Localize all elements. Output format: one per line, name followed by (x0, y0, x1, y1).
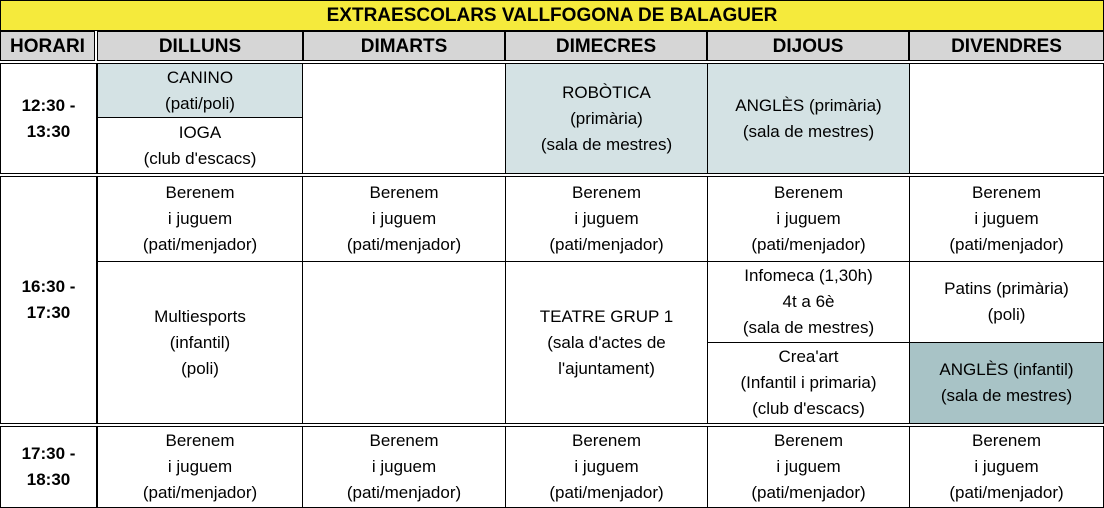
activity-canino: CANINO (pati/poli) (97, 63, 303, 118)
activity-patins: Patins (primària) (poli) (909, 261, 1104, 343)
activity-infomeca: Infomeca (1,30h) 4t a 6è (sala de mestres) (707, 261, 910, 343)
empty-cell (302, 261, 506, 424)
empty-cell (302, 63, 506, 174)
activity-berenem: Berenem i juguem (pati/menjador) (909, 426, 1104, 508)
activity-teatre: TEATRE GRUP 1 (sala d'actes de l'ajuntament) (505, 261, 708, 424)
header-dimecres: DIMECRES (505, 31, 707, 61)
activity-berenem: Berenem i juguem (pati/menjador) (97, 176, 303, 262)
activity-angles-primaria: ANGLÈS (primària) (sala de mestres) (707, 63, 910, 174)
time-slot-3: 17:30 - 18:30 (0, 426, 97, 508)
activity-multiesports: Multiesports (infantil) (poli) (97, 261, 303, 424)
table-title: EXTRAESCOLARS VALLFOGONA DE BALAGUER (0, 0, 1104, 31)
activity-angles-infantil: ANGLÈS (infantil) (sala de mestres) (909, 342, 1104, 424)
header-dimarts: DIMARTS (303, 31, 505, 61)
header-divendres: DIVENDRES (909, 31, 1104, 61)
activity-berenem: Berenem i juguem (pati/menjador) (909, 176, 1104, 262)
activity-berenem: Berenem i juguem (pati/menjador) (707, 176, 910, 262)
activity-berenem: Berenem i juguem (pati/menjador) (505, 426, 708, 508)
activity-robotica: ROBÒTICA (primària) (sala de mestres) (505, 63, 708, 174)
time-slot-1: 12:30 - 13:30 (0, 63, 97, 174)
activity-berenem: Berenem i juguem (pati/menjador) (505, 176, 708, 262)
activity-berenem: Berenem i juguem (pati/menjador) (97, 426, 303, 508)
activity-creaart: Crea'art (Infantil i primaria) (club d'escacs) (707, 342, 910, 424)
header-dilluns: DILLUNS (97, 31, 303, 61)
header-horari: HORARI (0, 31, 95, 61)
time-slot-2: 16:30 - 17:30 (0, 176, 97, 424)
activity-berenem: Berenem i juguem (pati/menjador) (302, 176, 506, 262)
header-dijous: DIJOUS (707, 31, 909, 61)
empty-cell (909, 63, 1104, 174)
activity-ioga: IOGA (club d'escacs) (97, 117, 303, 174)
activity-berenem: Berenem i juguem (pati/menjador) (302, 426, 506, 508)
activity-berenem: Berenem i juguem (pati/menjador) (707, 426, 910, 508)
